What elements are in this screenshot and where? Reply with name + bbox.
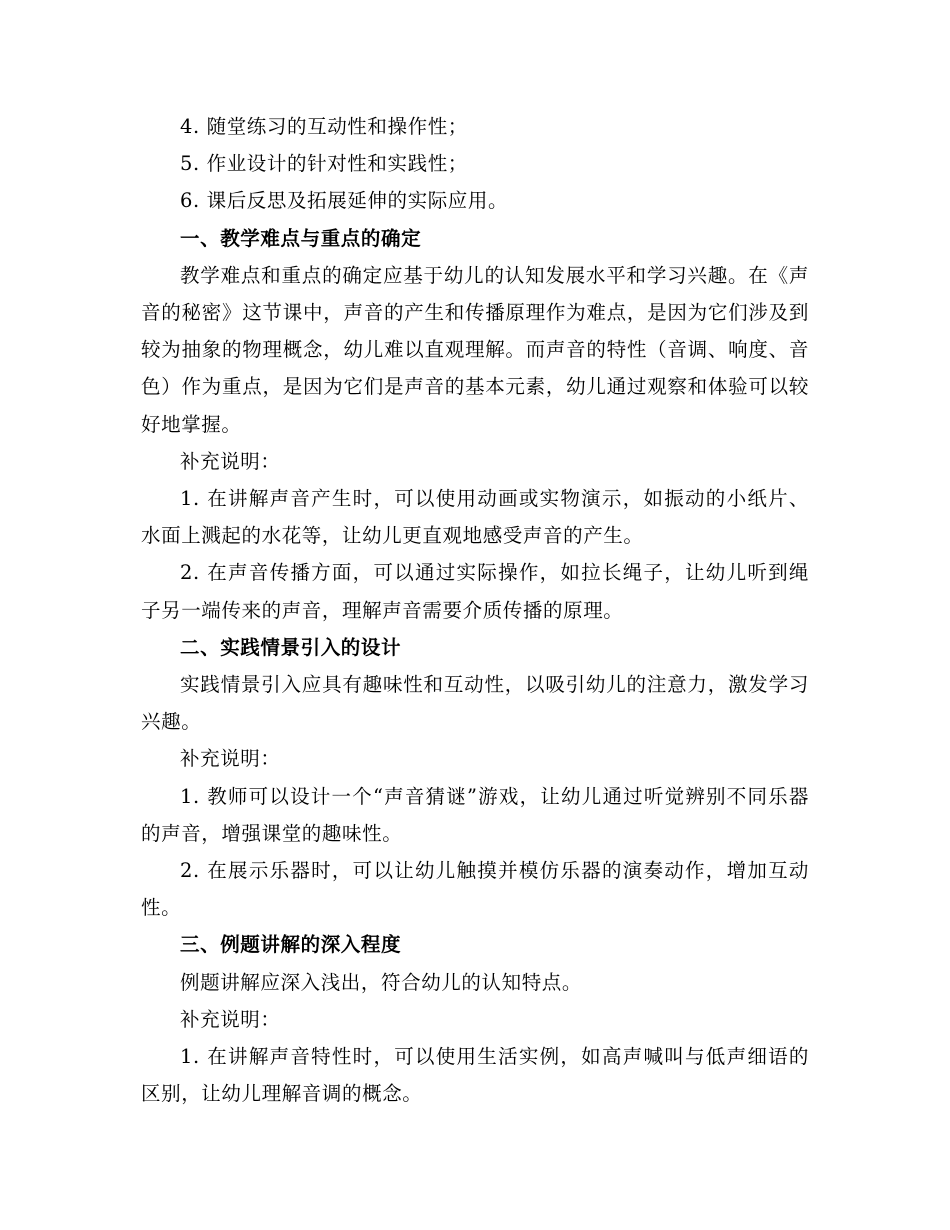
section-2-paragraph: 实践情景引入应具有趣味性和互动性，以吸引幼儿的注意力，激发学习兴趣。 (141, 673, 809, 734)
section-2-note-1: 1. 教师可以设计一个“声音猜谜”游戏，让幼儿通过听觉辨别不同乐器的声音，增强课堂的趣味性。 (141, 784, 809, 845)
section-heading-1: 一、教学难点与重点的确定 (180, 226, 422, 250)
document-body (141, 108, 809, 1112)
section-1-note-label: 补充说明： (180, 449, 281, 473)
section-3-note-label: 补充说明： (180, 1007, 281, 1031)
section-heading-3: 三、例题讲解的深入程度 (180, 933, 402, 957)
section-1-note-1: 1. 在讲解声音产生时，可以使用动画或实物演示，如振动的小纸片、水面上溅起的水花等，让幼儿更直观地感受声音的产生。 (141, 487, 809, 548)
section-2-note-label: 补充说明： (180, 747, 281, 771)
section-2-note-2: 2. 在展示乐器时，可以让幼儿触摸并模仿乐器的演奏动作，增加互动性。 (141, 859, 809, 920)
list-item-6: 6. 课后反思及拓展延伸的实际应用。 (180, 189, 509, 213)
section-3-paragraph: 例题讲解应深入浅出，符合幼儿的认知特点。 (180, 970, 583, 994)
section-1-paragraph: 教学难点和重点的确定应基于幼儿的认知发展水平和学习兴趣。在《声音的秘密》这节课中，声音的产生和传播原理作为难点，是因为它们涉及到较为抽象的物理概念，幼儿难以直观理解。而声音的特性（音调、响度、音色）作为重点，是因为它们是声音的基本元素，幼儿通过观察和体验可以较好地掌握。 (141, 263, 809, 436)
section-3-note-1: 1. 在讲解声音特性时，可以使用生活实例，如高声喊叫与低声细语的区别，让幼儿理解音调的概念。 (141, 1045, 809, 1106)
section-1-note-2: 2. 在声音传播方面，可以通过实际操作，如拉长绳子，让幼儿听到绳子另一端传来的声音，理解声音需要介质传播的原理。 (141, 561, 809, 622)
section-heading-2: 二、实践情景引入的设计 (180, 635, 402, 659)
list-item-4: 4. 随堂练习的互动性和操作性； (180, 115, 468, 138)
list-item-5: 5. 作业设计的针对性和实践性； (180, 152, 468, 176)
